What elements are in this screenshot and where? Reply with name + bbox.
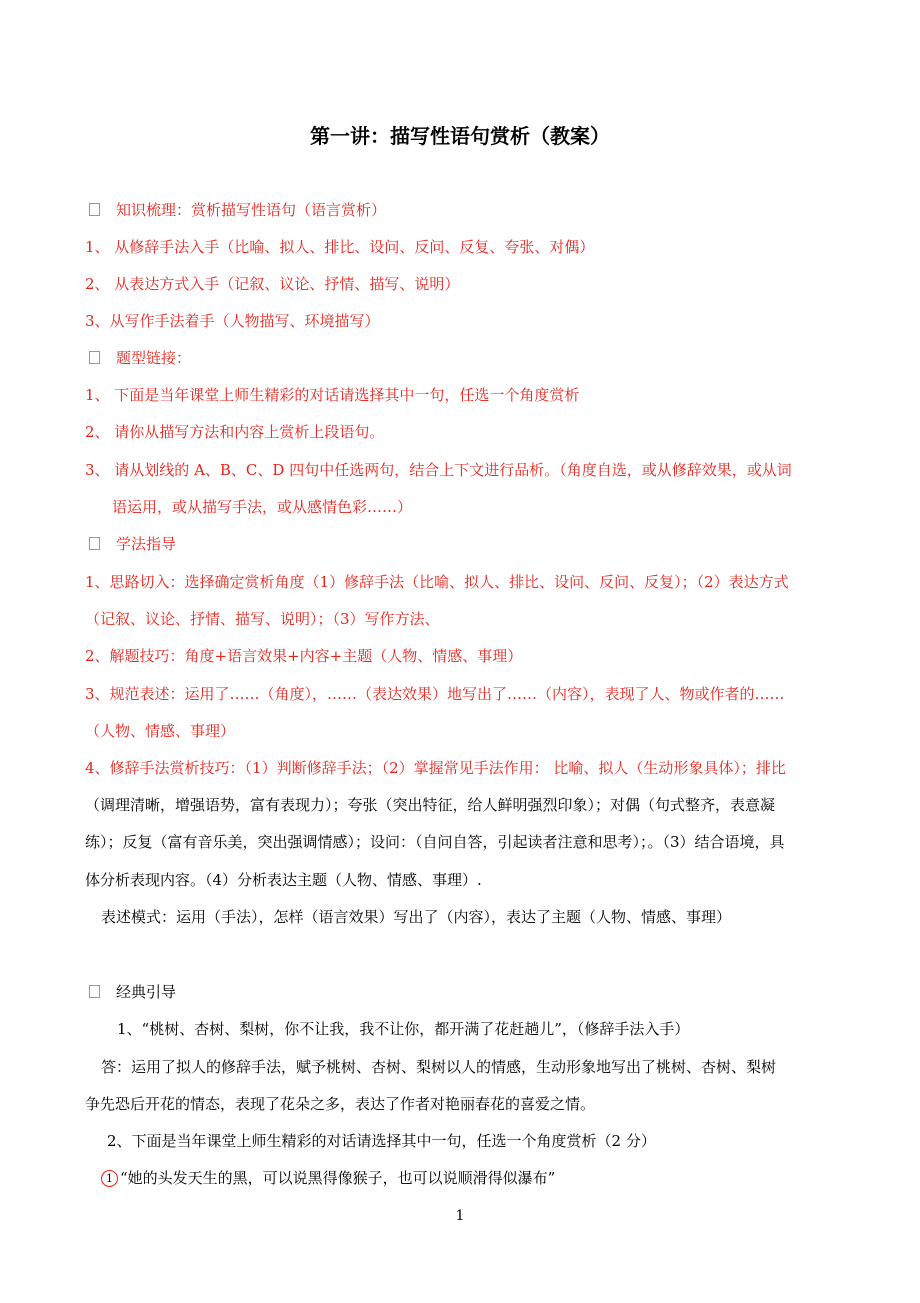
paragraph-line: 1、思路切入：选择确定赏析角度（1）修辞手法（比喻、拟人、排比、设问、反问、反复）；（2）表达方式 — [85, 573, 789, 591]
list-item: 2、 请你从描写方法和内容上赏析上段语句。 — [85, 423, 385, 441]
section-heading-method-guide — [85, 533, 845, 555]
expression-model: 表述模式：运用（手法），怎样（语言效果）写出了（内容），表达了主题（人物、情感、事理） — [101, 908, 732, 926]
section-heading-text: 经典引导 — [116, 983, 177, 1001]
example-answer-line: 答：运用了拟人的修辞手法，赋予桃树、杏树、梨树以人的情感，生动形象地写出了桃树、杏树、梨树 — [101, 1058, 777, 1076]
example-item-text: “她的头发天生的黑，可以说黑得像猴子，也可以说顺滑得似瀑布” — [120, 1169, 556, 1187]
paragraph-line: 3、规范表述：运用了……（角度），……（表达效果）地写出了……（内容），表现了人、物或作者的…… — [85, 685, 785, 703]
section-heading-text: 知识梳理：赏析描写性语句（语言赏析） — [116, 201, 387, 219]
example-item-1 — [101, 1167, 861, 1189]
checkbox-bullet-icon — [89, 985, 100, 998]
section-heading-knowledge — [85, 199, 845, 221]
list-item: 3、 请从划线的 A、B、C、D 四句中任选两句，结合上下文进行品析。（角度自选，或从修辞效果，或从词 — [85, 461, 792, 479]
list-item: 2、 从表达方式入手（记叙、议论、抒情、描写、说明） — [85, 275, 460, 293]
list-item: 3、从写作手法着手（人物描写、环境描写） — [85, 312, 380, 330]
paragraph-line: 4、修辞手法赏析技巧：（1）判断修辞手法；（2）掌握常见手法作用： 比喻、拟人（生动形象具体）；排比 — [85, 759, 786, 777]
paragraph-line: （记叙、议论、抒情、描写、说明）；（3）写作方法、 — [85, 610, 440, 628]
circled-number: 1 — [101, 1170, 118, 1187]
section-heading-classic-guide — [85, 981, 845, 1003]
paragraph-line: 体分析表现内容。（4）分析表达主题（人物、情感、事理）. — [85, 871, 482, 889]
list-item-continuation: 语运用，或从描写手法，或从感情色彩……） — [112, 498, 413, 516]
paragraph-line: （调理清晰，增强语势，富有表现力）；夸张（突出特征，给人鲜明强烈印象）；对偶（句式整齐，表意凝 — [85, 796, 776, 814]
example-answer-line: 争先恐后开花的情态，表现了花朵之多，表达了作者对艳丽春花的喜爱之情。 — [85, 1095, 596, 1113]
example-question-2: 2、下面是当年课堂上师生精彩的对话请选择其中一句，任选一个角度赏析（2 分） — [107, 1132, 656, 1150]
section-heading-text: 题型链接： — [116, 349, 192, 367]
checkbox-bullet-icon — [89, 203, 100, 216]
list-item: 1、 下面是当年课堂上师生精彩的对话请选择其中一句，任选一个角度赏析 — [85, 386, 580, 404]
paragraph-line: 2、解题技巧：角度+语言效果+内容+主题（人物、情感、事理） — [85, 647, 523, 665]
page-title: 第一讲：描写性语句赏析（教案） — [310, 124, 610, 148]
example-question-1: 1、“桃树、杏树、梨树，你不让我，我不让你，都开满了花赶趟儿”，（修辞手法入手） — [117, 1020, 690, 1038]
paragraph-line: （人物、情感、事理） — [85, 722, 236, 740]
section-heading-text: 学法指导 — [116, 535, 177, 553]
checkbox-bullet-icon — [89, 351, 100, 364]
checkbox-bullet-icon — [89, 537, 100, 550]
list-item: 1、 从修辞手法入手（比喻、拟人、排比、设问、反问、反复、夸张、对偶） — [85, 238, 595, 256]
page-number: 1 — [455, 1208, 465, 1224]
paragraph-line: 练）；反复（富有音乐美，突出强调情感）；设问：（自问自答，引起读者注意和思考）；。（3）结合语境，具 — [85, 833, 785, 851]
section-heading-question-types — [85, 347, 845, 369]
